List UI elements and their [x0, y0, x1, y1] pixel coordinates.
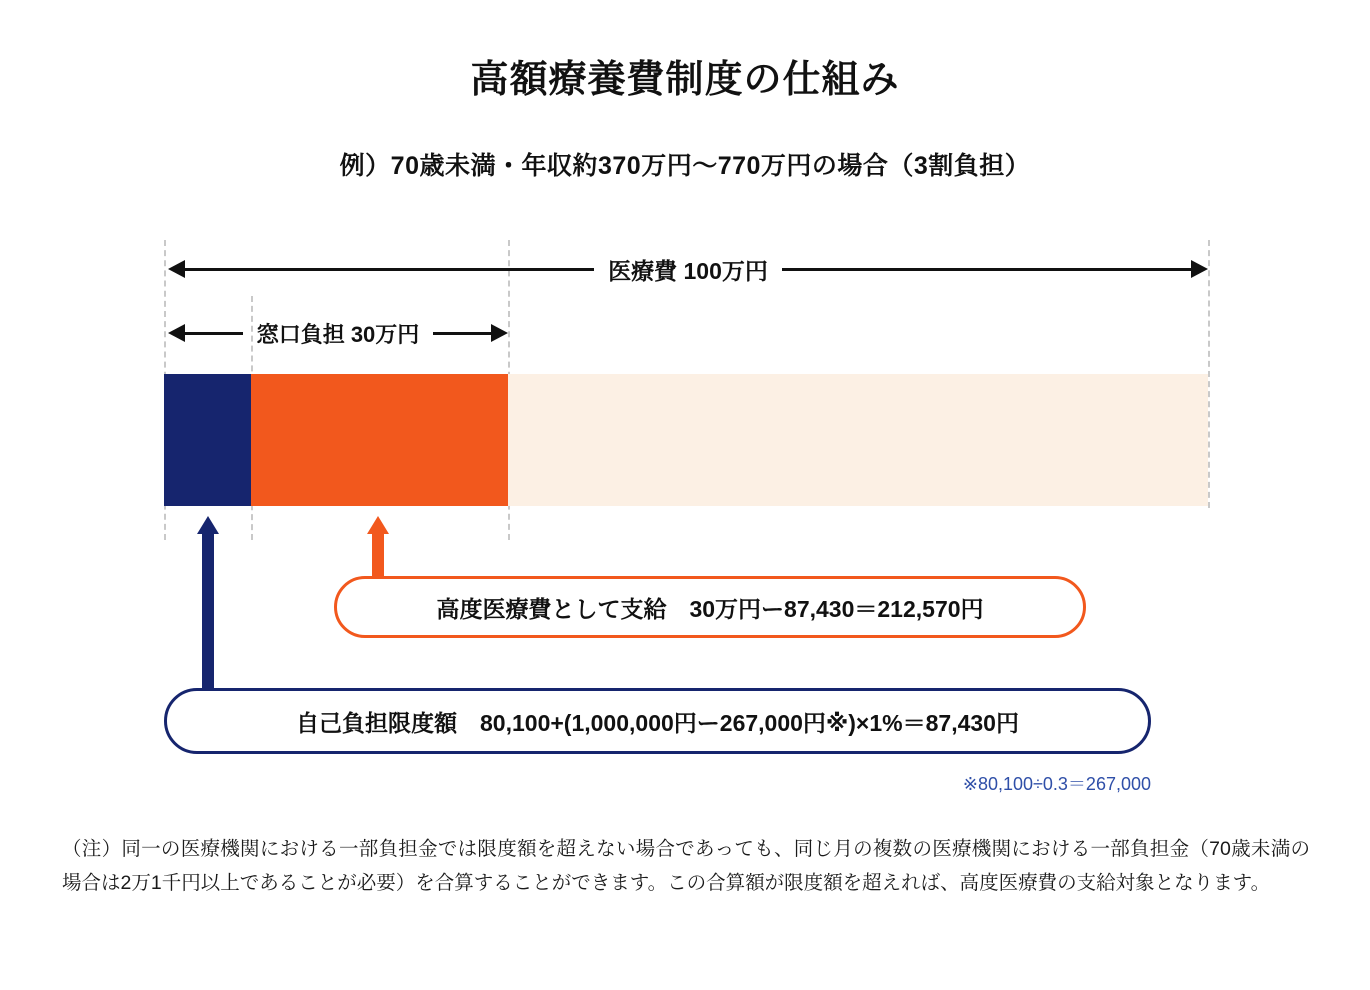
arrow-line-right — [782, 268, 1191, 271]
arrow-line-right — [433, 332, 491, 335]
bar-segment-refund — [251, 374, 508, 506]
arrow-line-left — [185, 268, 594, 271]
note-text: （注）同一の医療機関における一部負担金では限度額を超えない場合であっても、同じ月の複数の医療機関における一部負担金（70歳未満の場合は2万1千円以上であることが必要）を合算することができます。この合算額が限度額を超えれば、高度医療費の支給対象となります。 — [62, 838, 1310, 895]
refund-pointer-arrow — [367, 516, 389, 578]
refund-callout: 高度医療費として支給 30万円ー87,430＝212,570円 — [334, 576, 1086, 638]
self-pay-limit-callout: 自己負担限度額 80,100+(1,000,000円ー267,000円※)×1%＝87,430円 — [164, 688, 1151, 754]
arrow-left-head-icon — [168, 260, 185, 278]
page-subtitle: 例）70歳未満・年収約370万円〜770万円の場合（3割負担） — [339, 152, 1031, 180]
calc-footnote: ※80,100÷0.3＝267,000 — [962, 774, 1151, 794]
arrow-right-head-icon — [1191, 260, 1208, 278]
window-payment-arrow — [168, 316, 508, 350]
guide-line-right — [1208, 240, 1210, 508]
total-cost-arrow — [168, 252, 1208, 286]
window-payment-label: 窓口負担 30万円 — [256, 321, 420, 347]
self-pay-pointer-arrow — [197, 516, 219, 688]
page-title: 高額療養費制度の仕組み — [470, 59, 900, 101]
arrow-left-head-icon — [168, 324, 185, 342]
arrow-shaft — [202, 532, 214, 688]
arrow-right-head-icon — [491, 324, 508, 342]
bar-segment-self-pay — [164, 374, 251, 506]
total-cost-label: 医療費 100万円 — [608, 257, 768, 284]
arrow-shaft — [372, 532, 384, 578]
bar-segment-insurance — [508, 374, 1208, 506]
arrow-line-left — [185, 332, 243, 335]
